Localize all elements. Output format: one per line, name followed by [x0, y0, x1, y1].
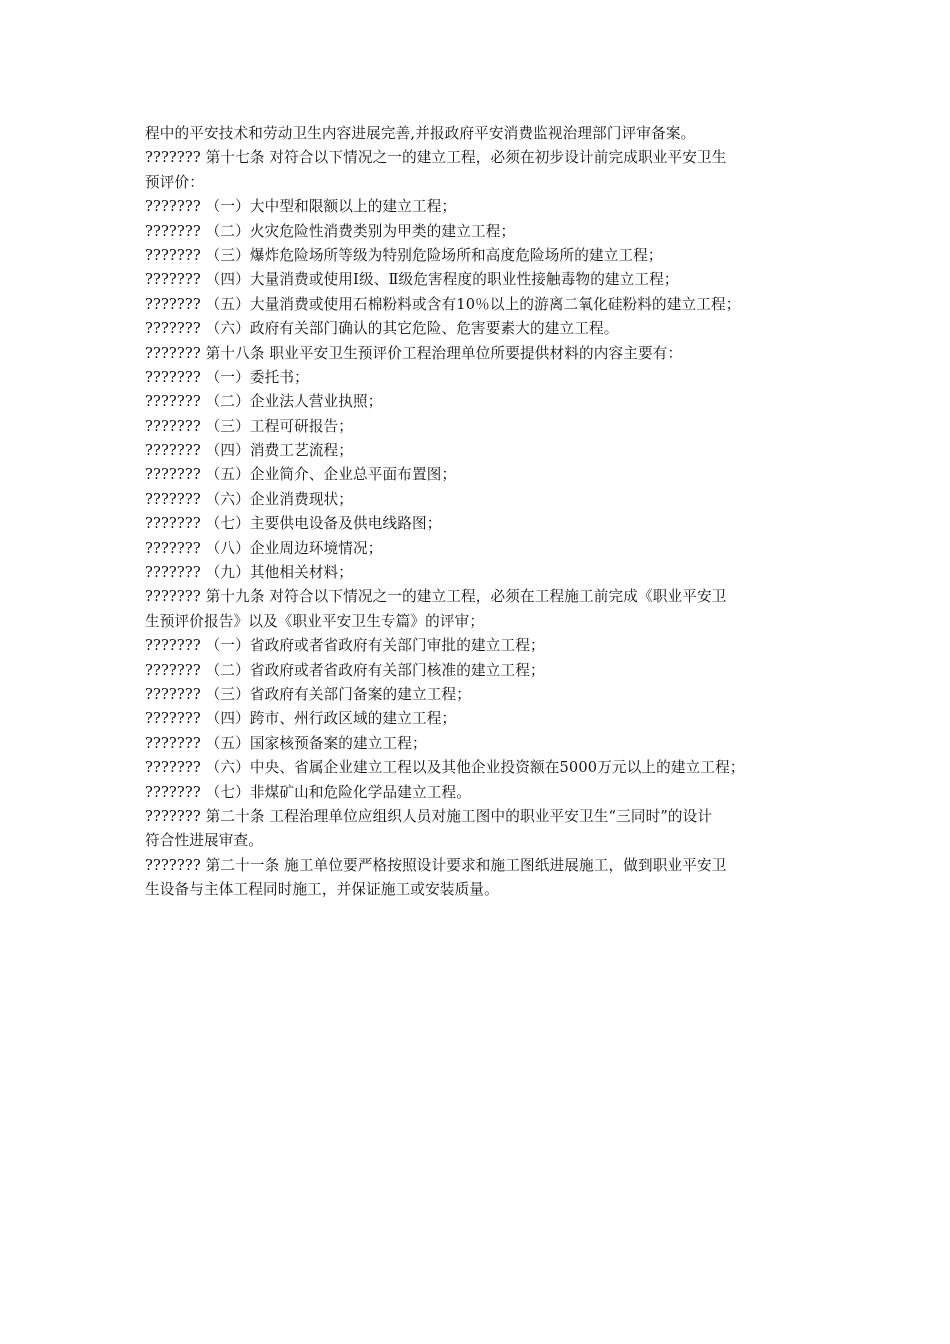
text-line: ??????? （三）爆炸危险场所等级为特别危险场所和高度危险场所的建立工程； — [145, 246, 663, 264]
text-line: ??????? （九）其他相关材料； — [145, 564, 354, 582]
text-line: ??????? （二）省政府或者省政府有关部门核准的建立工程； — [145, 661, 545, 679]
text-line: ??????? 第十七条 对符合以下情况之一的建立工程，必须在初步设计前完成职业平安卫生 — [145, 149, 727, 167]
text-line: ??????? （三）省政府有关部门备案的建立工程； — [145, 685, 471, 703]
text-line: ??????? （二）火灾危险性消费类别为甲类的建立工程； — [145, 222, 516, 240]
text-line: ??????? （三）工程可研报告； — [145, 417, 354, 435]
text-line: ??????? 第二十一条 施工单位要严格按照设计要求和施工图纸进展施工，做到职业平安卫 — [145, 856, 727, 874]
text-line: ??????? （六）政府有关部门确认的其它危险、危害要素大的建立工程。 — [145, 320, 619, 338]
text-line: ??????? 第十九条 对符合以下情况之一的建立工程，必须在工程施工前完成《职业平安卫 — [145, 588, 727, 606]
text-line: ??????? （五）国家核预备案的建立工程； — [145, 734, 427, 752]
document-body — [145, 122, 813, 903]
text-line: ??????? （七）非煤矿山和危险化学品建立工程。 — [145, 783, 471, 801]
text-line: ??????? （八）企业周边环境情况； — [145, 539, 383, 557]
text-line: 程中的平安技术和劳动卫生内容进展完善,并报政府平安消费监视治理部门评审备案。 — [145, 125, 696, 142]
text-line: 符合性进展审查。 — [145, 832, 263, 850]
text-line: ??????? （二）企业法人营业执照； — [145, 393, 383, 411]
text-line: 生设备与主体工程同时施工，并保证施工或安装质量。 — [145, 881, 499, 899]
text-line: ??????? （一）省政府或者省政府有关部门审批的建立工程； — [145, 637, 545, 655]
text-line: ??????? （六）中央、省属企业建立工程以及其他企业投资额在5000万元以上的建立工程； — [145, 759, 745, 777]
text-line: ??????? （四）消费工艺流程； — [145, 442, 354, 460]
text-line: ??????? 第十八条 职业平安卫生预评价工程治理单位所要提供材料的内容主要有： — [145, 344, 683, 362]
text-line: ??????? （一）大中型和限额以上的建立工程； — [145, 198, 457, 216]
text-line: ??????? （六）企业消费现状； — [145, 490, 354, 508]
text-line: ??????? （五）企业简介、企业总平面布置图； — [145, 466, 457, 484]
text-line: 预评价： — [145, 173, 204, 191]
text-line: ??????? （四）跨市、州行政区域的建立工程； — [145, 710, 457, 728]
text-line: ??????? （七）主要供电设备及供电线路图； — [145, 515, 442, 533]
text-line: 生预评价报告》以及《职业平安卫生专篇》的评审； — [145, 612, 485, 630]
text-line: ??????? （五）大量消费或使用石棉粉料或含有10％以上的游离二氧化硅粉料的建立工程； — [145, 295, 741, 313]
text-line: ??????? （一）委托书； — [145, 368, 309, 386]
text-line: ??????? （四）大量消费或使用Ⅰ级、Ⅱ级危害程度的职业性接触毒物的建立工程； — [145, 271, 679, 289]
text-line: ??????? 第二十条 工程治理单位应组织人员对施工图中的职业平安卫生“三同时”的设计 — [145, 807, 713, 825]
